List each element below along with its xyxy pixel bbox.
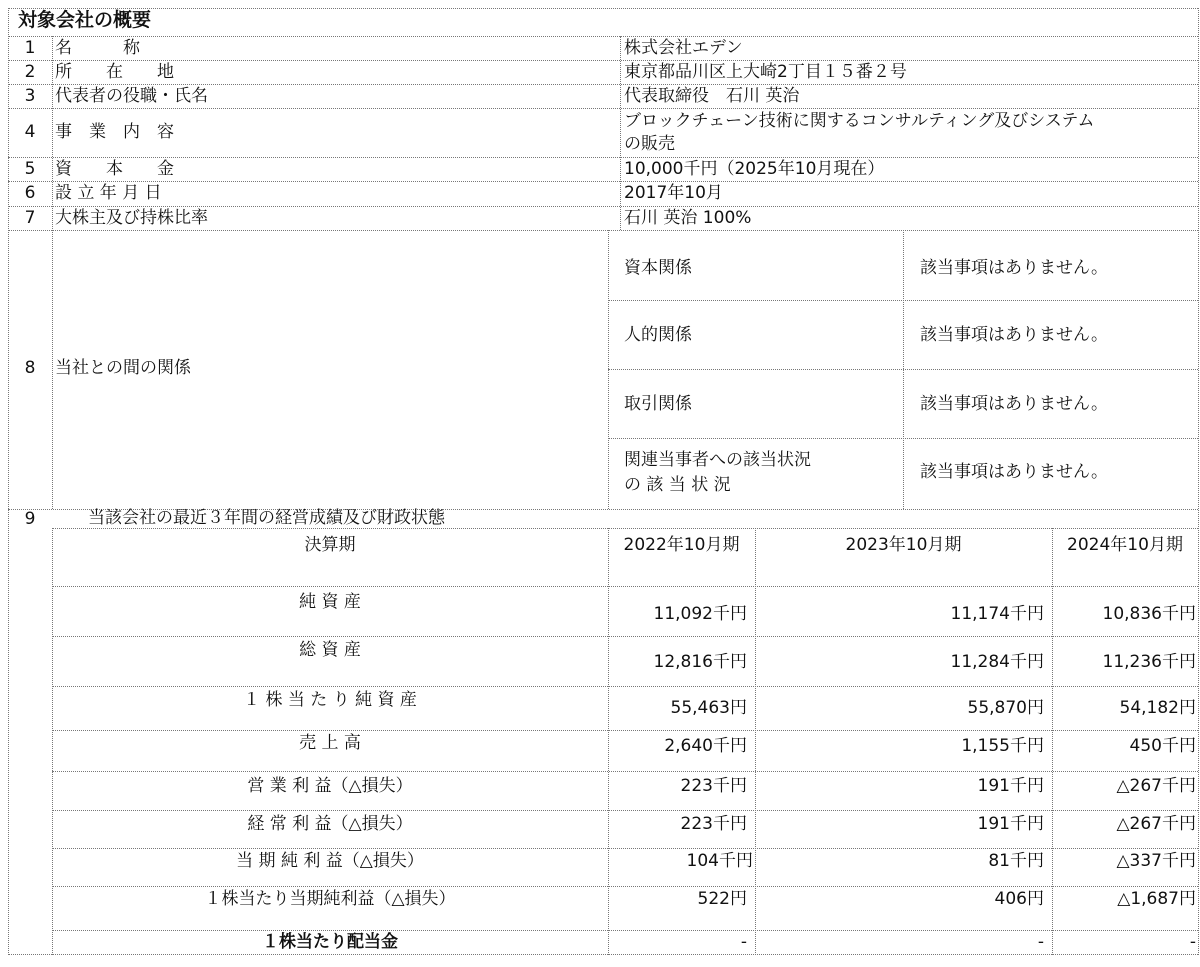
fin-value: 81千円 <box>988 851 1044 871</box>
rel-row-line <box>608 369 1198 370</box>
relation-value-personnel: 該当事項はありません。 <box>920 325 1109 345</box>
relation-name-transaction: 取引関係 <box>624 394 692 414</box>
row-value-name: 株式会社エデン <box>624 38 743 58</box>
row-label-shareholders: 大株主及び持株比率 <box>55 208 208 228</box>
fin-value: 191千円 <box>977 776 1044 796</box>
row-label-capital: 資 本 金 <box>55 159 174 179</box>
fin-value: 191千円 <box>977 814 1044 834</box>
fin-label-sales: 売 上 高 <box>299 733 361 753</box>
fin-value: 55,463円 <box>670 698 747 718</box>
fin-value: 10,836千円 <box>1102 604 1196 624</box>
fin-value: 1,155千円 <box>961 736 1044 756</box>
row-line <box>8 84 1198 85</box>
border-right <box>1198 8 1199 955</box>
fin-value: 55,870円 <box>967 698 1044 718</box>
fin-value: △267千円 <box>1116 776 1196 796</box>
fin-value: 54,182円 <box>1119 698 1196 718</box>
fin-value: 11,174千円 <box>950 604 1044 624</box>
row-label-representative: 代表者の役職・氏名 <box>55 86 208 106</box>
relation-name-related-party-line2: の 該 当 状 況 <box>624 475 731 495</box>
fin-row-line <box>52 586 1198 587</box>
fin-label-ordinary-profit: 経 常 利 益（△損失） <box>247 814 413 834</box>
relation-name-capital: 資本関係 <box>624 258 692 278</box>
fin-value: 11,284千円 <box>950 652 1044 672</box>
row-number: 2 <box>24 62 36 82</box>
fin-row-line <box>52 810 1198 811</box>
fin-value: 522円 <box>697 889 747 909</box>
row-number: 4 <box>24 122 36 142</box>
fin-value: 12,816千円 <box>653 652 747 672</box>
fin-value: - <box>740 932 747 952</box>
row-number: 1 <box>24 38 36 58</box>
fin-value: - <box>1037 932 1044 952</box>
row-line <box>8 230 1198 231</box>
fin-label-total-assets: 総 資 産 <box>299 640 361 660</box>
fin-value: △267千円 <box>1116 814 1196 834</box>
fin-label-eps: １株当たり当期純利益（△損失） <box>204 889 456 909</box>
row-number: 6 <box>24 183 36 203</box>
row-line <box>8 157 1198 158</box>
fin-label-dividend: １株当たり配当金 <box>262 932 398 952</box>
fin-row-line <box>52 730 1198 731</box>
fin-label-net-assets: 純 資 産 <box>299 592 361 612</box>
fin-value: - <box>1189 932 1196 952</box>
rel-row-line <box>608 300 1198 301</box>
relation-name-personnel: 人的関係 <box>624 325 692 345</box>
fin-row-line <box>52 848 1198 849</box>
period-header: 2024年10月期 <box>1067 535 1183 555</box>
row-label-name: 名 称 <box>55 38 140 58</box>
row-label-founded: 設 立 年 月 日 <box>55 183 162 203</box>
fin-row-line <box>52 930 1198 931</box>
row-line <box>8 36 1198 37</box>
period-header: 2023年10月期 <box>845 535 962 555</box>
border-bottom <box>8 954 1198 955</box>
rel-row-line <box>608 438 1198 439</box>
row-value-founded: 2017年10月 <box>624 183 723 203</box>
fin-row-line <box>52 886 1198 887</box>
relation-value-capital: 該当事項はありません。 <box>920 258 1109 278</box>
row-line <box>8 108 1198 109</box>
row-label-relation: 当社との間の関係 <box>55 358 191 378</box>
fin-label-net-income: 当 期 純 利 益（△損失） <box>236 851 424 871</box>
fin-value: 104千円 <box>686 851 753 871</box>
relation-value-related-party: 該当事項はありません。 <box>920 462 1109 482</box>
row-number: 8 <box>24 358 36 378</box>
col-line-no <box>52 36 53 509</box>
fin-row-line <box>52 686 1198 687</box>
fin-value: 223千円 <box>680 776 747 796</box>
row-value-address: 東京都品川区上大崎2丁目１５番２号 <box>624 62 907 82</box>
row-label-business: 事 業 内 容 <box>55 122 174 142</box>
fin-value: △1,687円 <box>1117 889 1196 909</box>
fin-label-net-assets-per-share: １ 株 当 た り 純 資 産 <box>243 690 417 710</box>
fin-value: 223千円 <box>680 814 747 834</box>
row-value-capital: 10,000千円（2025年10月現在） <box>624 159 885 179</box>
relation-name-related-party-line1: 関連当事者への該当状況 <box>624 450 811 470</box>
row-number: 5 <box>24 159 36 179</box>
border-top <box>8 8 1198 9</box>
row-value-business-line2: の販売 <box>624 134 675 154</box>
fin-row-line <box>52 636 1198 637</box>
row-line <box>8 181 1198 182</box>
col-line-value <box>620 36 621 230</box>
relation-value-transaction: 該当事項はありません。 <box>920 394 1109 414</box>
fin-value: 11,236千円 <box>1102 652 1196 672</box>
row-line <box>8 60 1198 61</box>
row-line <box>8 206 1198 207</box>
fin-value: 450千円 <box>1129 736 1196 756</box>
period-label: 決算期 <box>304 535 356 555</box>
fin-row-line <box>52 771 1198 772</box>
fin-label-operating-profit: 営 業 利 益（△損失） <box>247 776 413 796</box>
row-number: 3 <box>24 86 36 106</box>
row-number: 9 <box>24 509 36 529</box>
fin-value: 11,092千円 <box>653 604 747 624</box>
row-number: 7 <box>24 208 36 228</box>
border-left <box>8 8 9 955</box>
fin-value: △337千円 <box>1116 851 1196 871</box>
financials-heading: 当該会社の最近３年間の経営成績及び財政状態 <box>88 508 445 528</box>
page-title: 対象会社の概要 <box>18 9 152 31</box>
row-value-business-line1: ブロックチェーン技術に関するコンサルティング及びシステム <box>624 111 1095 131</box>
row-value-shareholders: 石川 英治 100% <box>624 208 752 228</box>
fin-value: 2,640千円 <box>664 736 747 756</box>
row-value-representative: 代表取締役 石川 英治 <box>624 86 800 106</box>
fin-value: 406円 <box>994 889 1044 909</box>
period-header: 2022年10月期 <box>623 535 740 555</box>
row-label-address: 所 在 地 <box>55 62 174 82</box>
